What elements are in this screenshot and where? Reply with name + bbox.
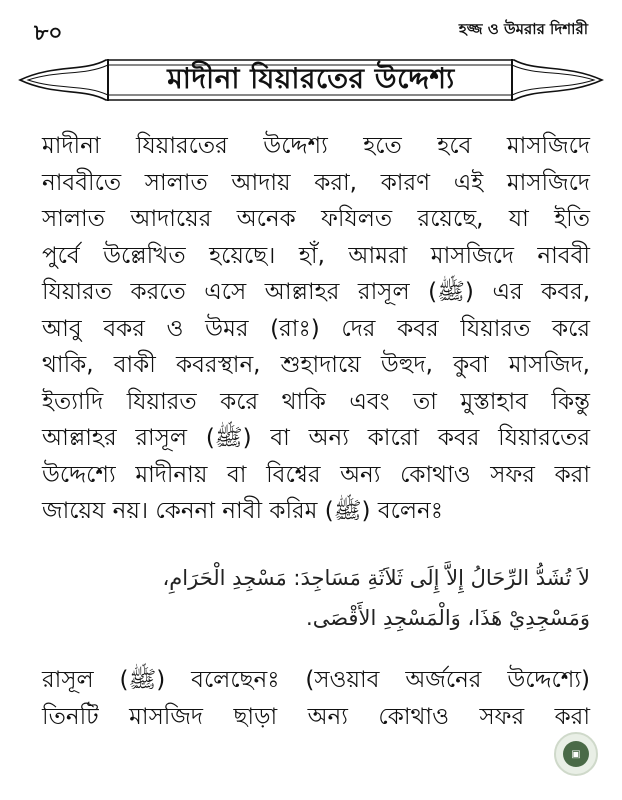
text-line: জায়েয নয়। কেননা নাবী করিম (ﷺ) বলেনঃ (42, 498, 444, 524)
text-line: ইত্যাদি যিয়ারত করে থাকি এবং তা মুস্তাহাব কিন্তু (42, 388, 590, 415)
paragraph-2 (42, 662, 590, 735)
text-line: পুর্বে উল্লেখিত হয়েছে। হাঁ, আমরা মাসজিদে নাববী (42, 242, 590, 269)
text-line: থাকি, বাকী কবরস্থান, শুহাদায়ে উহুদ, কুবা মাসজিদ, (42, 352, 590, 378)
text-line: যিয়ারত করতে এসে আল্লাহর রাসূল (ﷺ) এর কবর, (42, 279, 591, 305)
text-line: মাদীনা যিয়ারতের উদ্দেশ্য হতে হবে মাসজিদে (42, 133, 590, 159)
text-line: উদ্দেশ্যে মাদীনায় বা বিশ্বের অন্য কোথাও সফর করা (42, 461, 590, 488)
running-head: হজ্জ ও উমরার দিশারী (458, 20, 588, 38)
page-number: ৮০ (34, 21, 63, 46)
arabic-line: وَمَسْجِدِيْ هَذَا، وَالْمَسْجِدِ الأَقْصَى. (306, 606, 590, 630)
arabic-line: لاَ تُشَدُّ الرِّحَالُ إِلاَّ إِلَى ثَلاَثَةِ مَسَاجِدَ: مَسْجِدِ الْحَرَامِ، (162, 566, 590, 590)
text-line: আবু বকর ও উমর (রাঃ) দের কবর যিয়ারত করে (42, 315, 590, 342)
book-icon: ▣ (563, 741, 589, 767)
title-banner (14, 50, 608, 110)
text-line: নাববীতে সালাত আদায় করা, কারণ এই মাসজিদে (42, 169, 590, 196)
reader-nav-button[interactable] (554, 732, 598, 776)
text-line: আল্লাহর রাসূল (ﷺ) বা অন্য কারো কবর যিয়ারতের (42, 425, 590, 451)
section-title: মাদীনা যিয়ারতের উদ্দেশ্য (167, 61, 455, 95)
text-line: সালাত আদায়ের অনেক ফযিলত রয়েছে, যা ইতি (42, 206, 590, 232)
text-line: তিনটি মাসজিদ ছাড়া অন্য কোথাও সফর করা (42, 703, 590, 730)
arabic-hadith (42, 558, 590, 638)
text-line: রাসূল (ﷺ) বলেছেনঃ (সওয়াব অর্জনের উদ্দেশ্যে) (42, 667, 590, 693)
paragraph-1 (42, 128, 590, 530)
